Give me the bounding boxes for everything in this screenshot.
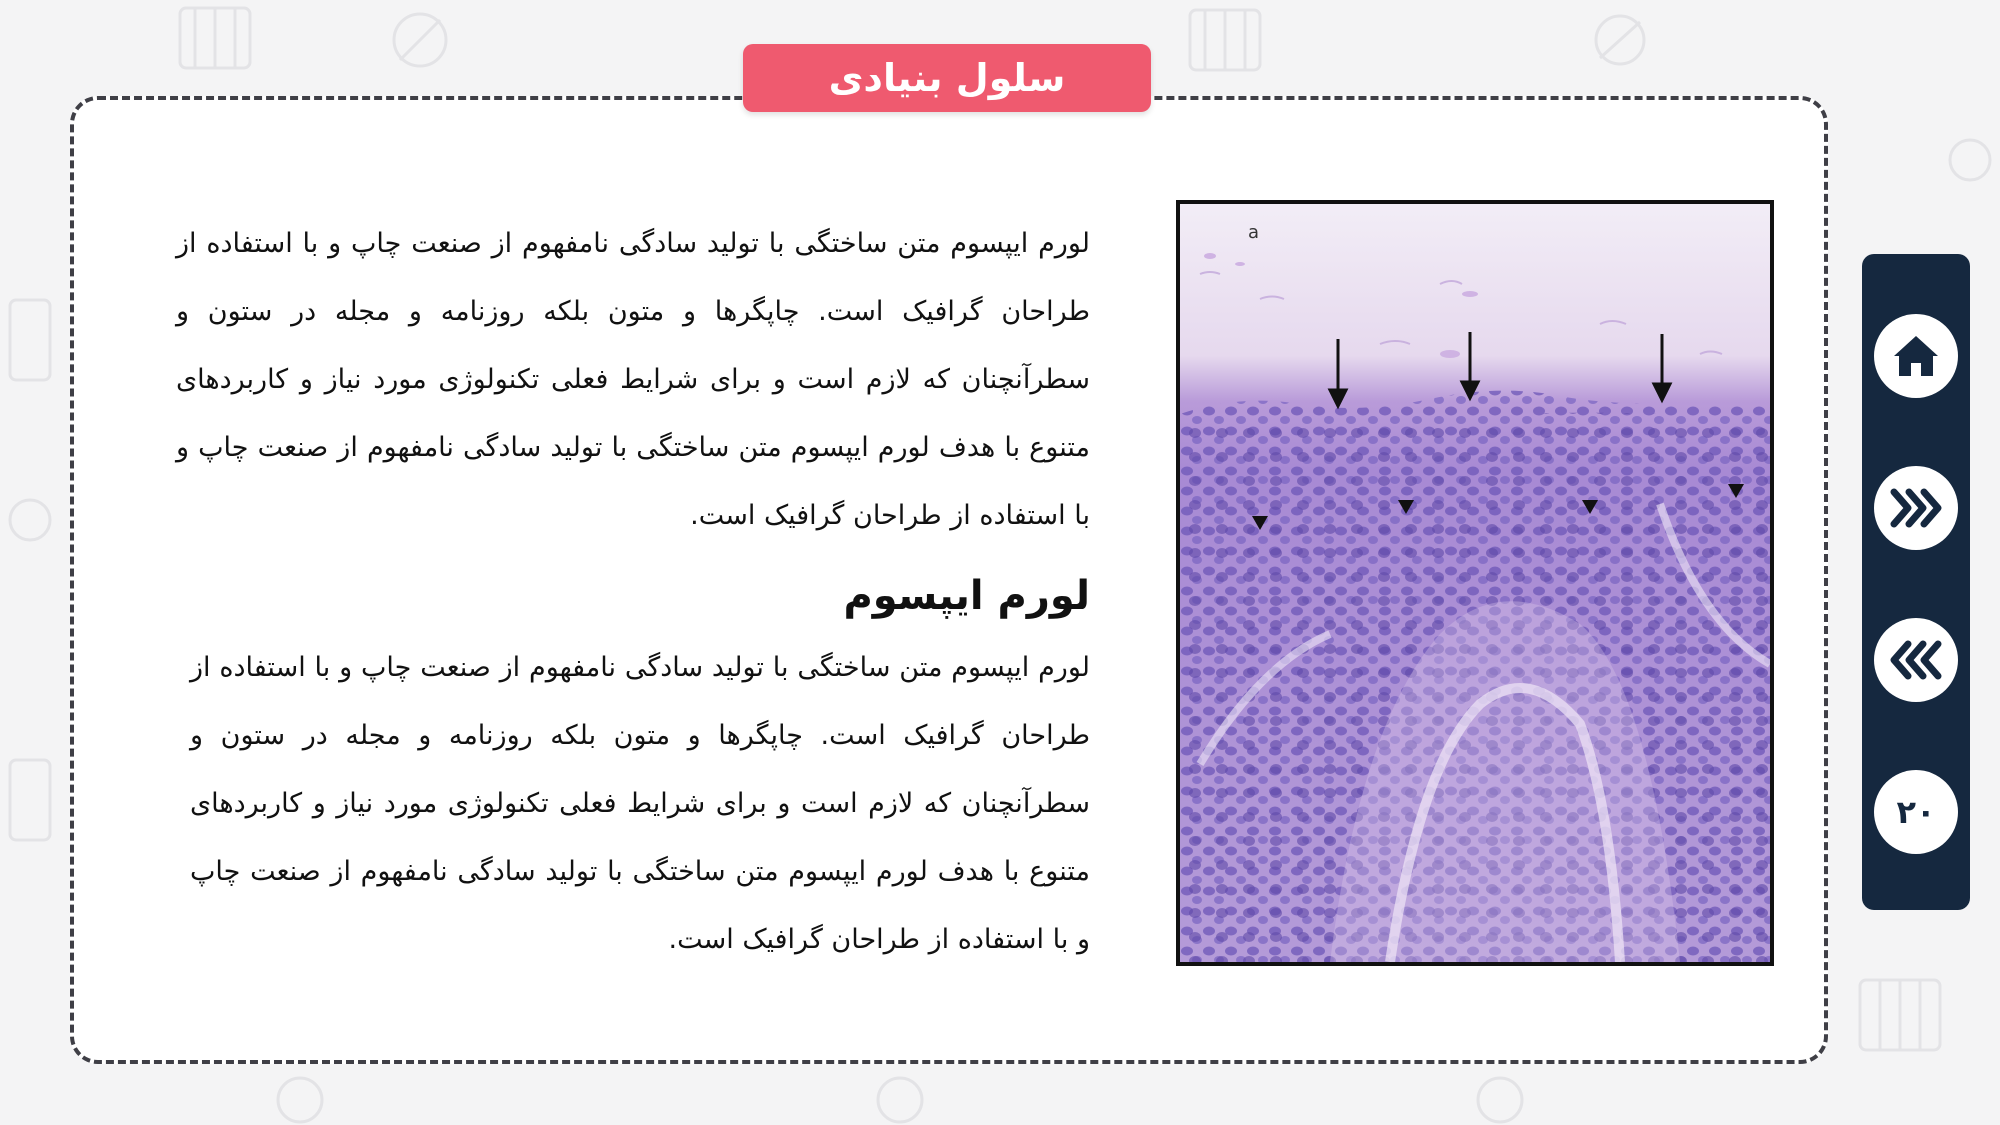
- prev-button[interactable]: [1874, 618, 1958, 702]
- nav-panel: [1862, 254, 1970, 910]
- home-icon: [1890, 330, 1942, 382]
- image-label: a: [1248, 222, 1260, 243]
- home-button[interactable]: [1874, 314, 1958, 398]
- slide-title: سلول بنیادی: [743, 44, 1151, 112]
- histology-image: [1176, 200, 1774, 966]
- next-button[interactable]: [1874, 466, 1958, 550]
- chevrons-left-icon: [1888, 638, 1944, 682]
- chevrons-right-icon: [1888, 486, 1944, 530]
- subheading: لورم ایپسوم: [843, 573, 1090, 619]
- paragraph-2: لورم ایپسوم متن ساختگی با تولید سادگی نامفهوم از صنعت چاپ و با استفاده از طراحان گرافیک است. چاپگرها و متون بلکه روزنامه و مجله در ستون و سطرآنچنان که لازم است و برای شرایط فعلی تکنولوژی مورد نیاز و کاربردهای متنوع با هدف لورم ایپسوم متن ساختگی با تولید سادگی نامفهوم از صنعت چاپ و با استفاده از طراحان گرافیک است.: [190, 652, 1090, 955]
- paragraph-1: لورم ایپسوم متن ساختگی با تولید سادگی نامفهوم از صنعت چاپ و با استفاده از طراحان گرافیک است. چاپگرها و متون بلکه روزنامه و مجله در ستون و سطرآنچنان که لازم است و برای شرایط فعلی تکنولوژی مورد نیاز و کاربردهای متنوع با هدف لورم ایپسوم متن ساختگی با تولید سادگی نامفهوم از صنعت چاپ و با استفاده از طراحان گرافیک است.: [176, 228, 1090, 531]
- page-number: ۲۰: [1896, 793, 1936, 831]
- text-column: [176, 210, 1090, 974]
- page-number-badge: [1874, 770, 1958, 854]
